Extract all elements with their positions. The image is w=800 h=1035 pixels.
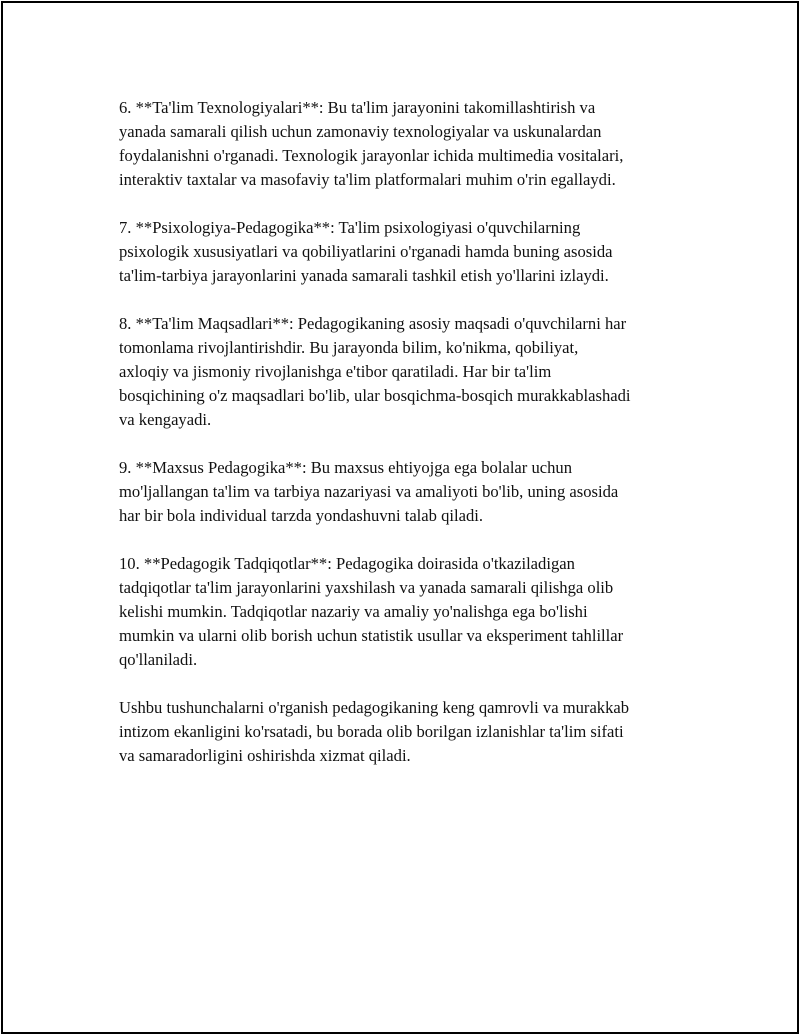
page	[1, 1, 799, 1034]
paragraph-psixologiya-pedagogika	[119, 216, 707, 288]
text-line: bosqichining o'z maqsadlari bo'lib, ular bosqichma-bosqich murakkablashadi	[119, 386, 631, 405]
text-line: mo'ljallangan ta'lim va tarbiya nazariyasi va amaliyoti bo'lib, uning asosida	[119, 482, 619, 501]
text-line: interaktiv taxtalar va masofaviy ta'lim platformalari muhim o'rin egallaydi.	[119, 170, 616, 189]
text-line: tomonlama rivojlantirishdir. Bu jarayonda bilim, ko'nikma, qobiliyat,	[119, 338, 579, 357]
text-line: Ushbu tushunchalarni o'rganish pedagogikaning keng qamrovli va murakkab	[119, 698, 630, 717]
text-line: ta'lim-tarbiya jarayonlarini yanada samarali tashkil etish yo'llarini izlaydi.	[119, 266, 609, 285]
text-line: 7. **Psixologiya-Pedagogika**: Ta'lim psixologiyasi o'quvchilarning	[119, 218, 581, 237]
paragraph-talim-texnologiyalari	[119, 96, 707, 192]
text-line: 9. **Maxsus Pedagogika**: Bu maxsus ehtiyojga ega bolalar uchun	[119, 458, 573, 477]
text-line: axloqiy va jismoniy rivojlanishga e'tibor qaratiladi. Har bir ta'lim	[119, 362, 552, 381]
paragraph-talim-maqsadlari	[119, 312, 707, 432]
text-line: va samaradorligini oshirishda xizmat qiladi.	[119, 746, 411, 765]
document-body	[119, 96, 707, 792]
paragraph-pedagogik-tadqiqotlar	[119, 552, 707, 672]
text-line: va kengayadi.	[119, 410, 212, 429]
text-line: qo'llaniladi.	[119, 650, 198, 669]
text-line: yanada samarali qilish uchun zamonaviy texnologiyalar va uskunalardan	[119, 122, 602, 141]
text-line: foydalanishni o'rganadi. Texnologik jarayonlar ichida multimedia vositalari,	[119, 146, 624, 165]
text-line: psixologik xususiyatlari va qobiliyatlarini o'rganadi hamda buning asosida	[119, 242, 613, 261]
text-line: 8. **Ta'lim Maqsadlari**: Pedagogikaning asosiy maqsadi o'quvchilarni har	[119, 314, 627, 333]
text-line: mumkin va ularni olib borish uchun statistik usullar va eksperiment tahlillar	[119, 626, 624, 645]
text-line: har bir bola individual tarzda yondashuvni talab qiladi.	[119, 506, 484, 525]
paragraph-maxsus-pedagogika	[119, 456, 707, 528]
text-line: 10. **Pedagogik Tadqiqotlar**: Pedagogika doirasida o'tkaziladigan	[119, 554, 575, 573]
text-line: 6. **Ta'lim Texnologiyalari**: Bu ta'lim jarayonini takomillashtirish va	[119, 98, 596, 117]
paragraph-conclusion	[119, 696, 707, 768]
text-line: tadqiqotlar ta'lim jarayonlarini yaxshilash va yanada samarali qilishga olib	[119, 578, 614, 597]
text-line: intizom ekanligini ko'rsatadi, bu borada olib borilgan izlanishlar ta'lim sifati	[119, 722, 624, 741]
text-line: kelishi mumkin. Tadqiqotlar nazariy va amaliy yo'nalishga ega bo'lishi	[119, 602, 588, 621]
